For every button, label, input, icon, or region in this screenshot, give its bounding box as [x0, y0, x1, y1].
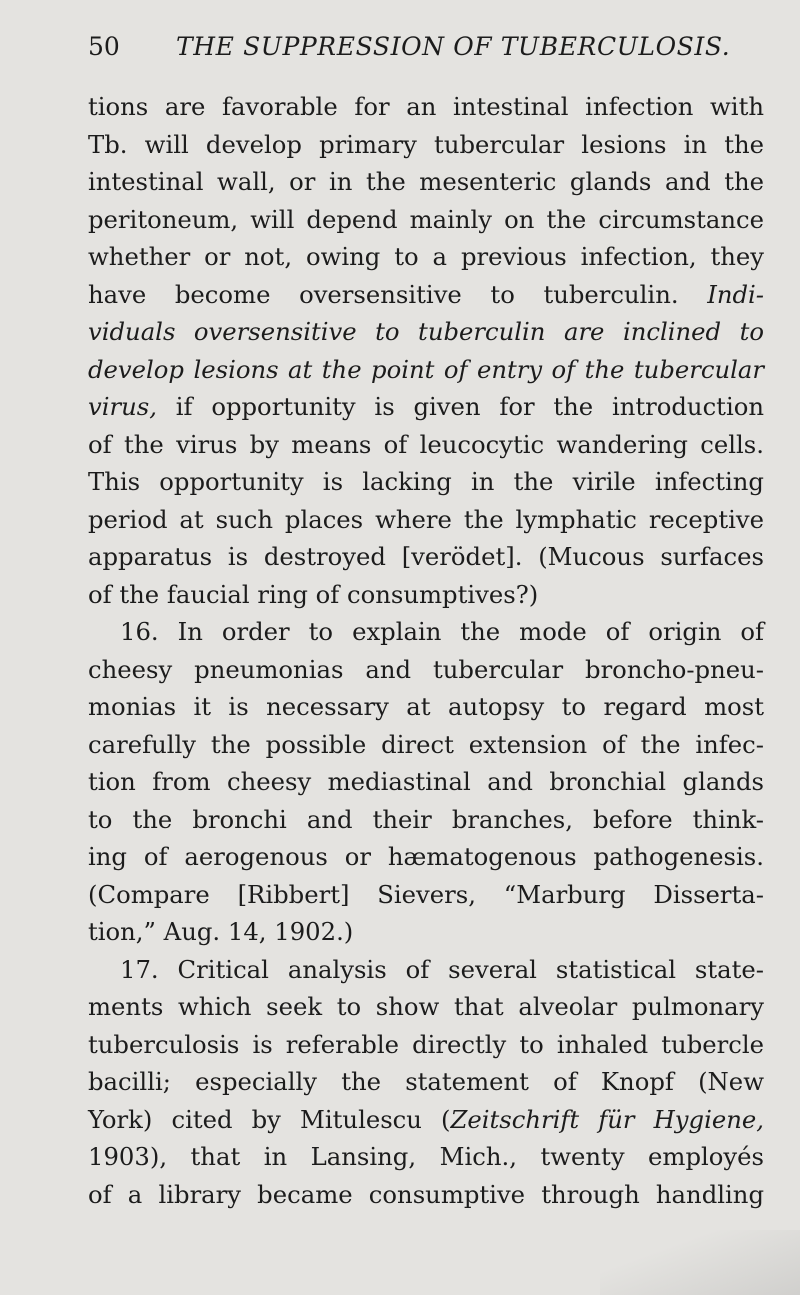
paragraph-17-start: 17. Critical analysis of several statistical state-	[120, 954, 764, 984]
text-line: period at such places where the lymphatic receptive	[88, 504, 764, 534]
text-line: 1903), that in Lansing, Mich., twenty employés	[88, 1142, 764, 1171]
text-line: This opportunity is lacking in the virile infecting	[88, 467, 764, 496]
text-line: of the virus by means of leucocytic wandering cells.	[88, 429, 764, 459]
text-line: carefully the possible direct extension of the infec-	[88, 729, 764, 759]
text-line: intestinal wall, or in the mesenteric glands and the	[88, 167, 764, 196]
text-segment: if opportunity is given for the introduction	[175, 392, 764, 421]
italic-segment: Indi-	[707, 279, 764, 309]
text-segment: York) cited by Mitulescu (	[88, 1104, 451, 1134]
running-title: THE SUPPRESSION OF TUBERCULOSIS.	[176, 32, 731, 61]
text-line: tion from cheesy mediastinal and bronchial glands	[88, 767, 764, 796]
page-shadow	[600, 1230, 800, 1295]
text-line: peritoneum, will depend mainly on the circumstance	[88, 204, 764, 234]
paragraph-16-start: 16. In order to explain the mode of origin of	[120, 617, 764, 646]
text-line: ing of aerogenous or hæmatogenous pathogenesis.	[88, 842, 764, 871]
text-line: of a library became consumptive through handling	[88, 1179, 764, 1209]
text-line	[88, 388, 764, 426]
italic-segment: Zeitschrift für Hygiene,	[450, 1104, 764, 1134]
text-line	[88, 351, 764, 389]
text-line: apparatus is destroyed [verödet]. (Mucous surfaces	[88, 542, 764, 571]
text-line	[88, 276, 764, 314]
text-line: tions are favorable for an intestinal infection with	[88, 92, 764, 121]
text-line: (Compare [Ribbert] Sievers, “Marburg Disserta-	[88, 879, 764, 909]
text-line: to the bronchi and their branches, before think-	[88, 804, 764, 834]
body-text	[88, 88, 764, 1213]
text-segment: have become oversensitive to tuberculin.	[88, 279, 679, 309]
text-line: tuberculosis is referable directly to inhaled tubercle	[88, 1029, 764, 1059]
text-line: of the faucial ring of consumptives?)	[88, 579, 539, 609]
text-line	[88, 313, 764, 351]
text-line: Tb. will develop primary tubercular lesions in the	[88, 129, 764, 159]
text-line: tion,” Aug. 14, 1902.)	[88, 917, 354, 946]
text-line	[88, 1101, 764, 1139]
text-line: whether or not, owing to a previous infection, they	[88, 242, 764, 271]
italic-segment: virus,	[88, 392, 157, 421]
text-line: ments which seek to show that alveolar pulmonary	[88, 992, 764, 1021]
italic-segment: viduals oversensitive to tuberculin are inclined to	[88, 317, 764, 346]
text-line: bacilli; especially the statement of Knopf (New	[88, 1067, 764, 1096]
page-number: 50	[88, 32, 120, 61]
text-line: monias it is necessary at autopsy to regard most	[88, 692, 764, 721]
text-line: cheesy pneumonias and tubercular broncho-pneu-	[88, 654, 764, 684]
italic-segment: develop lesions at the point of entry of the tubercular	[88, 354, 764, 384]
